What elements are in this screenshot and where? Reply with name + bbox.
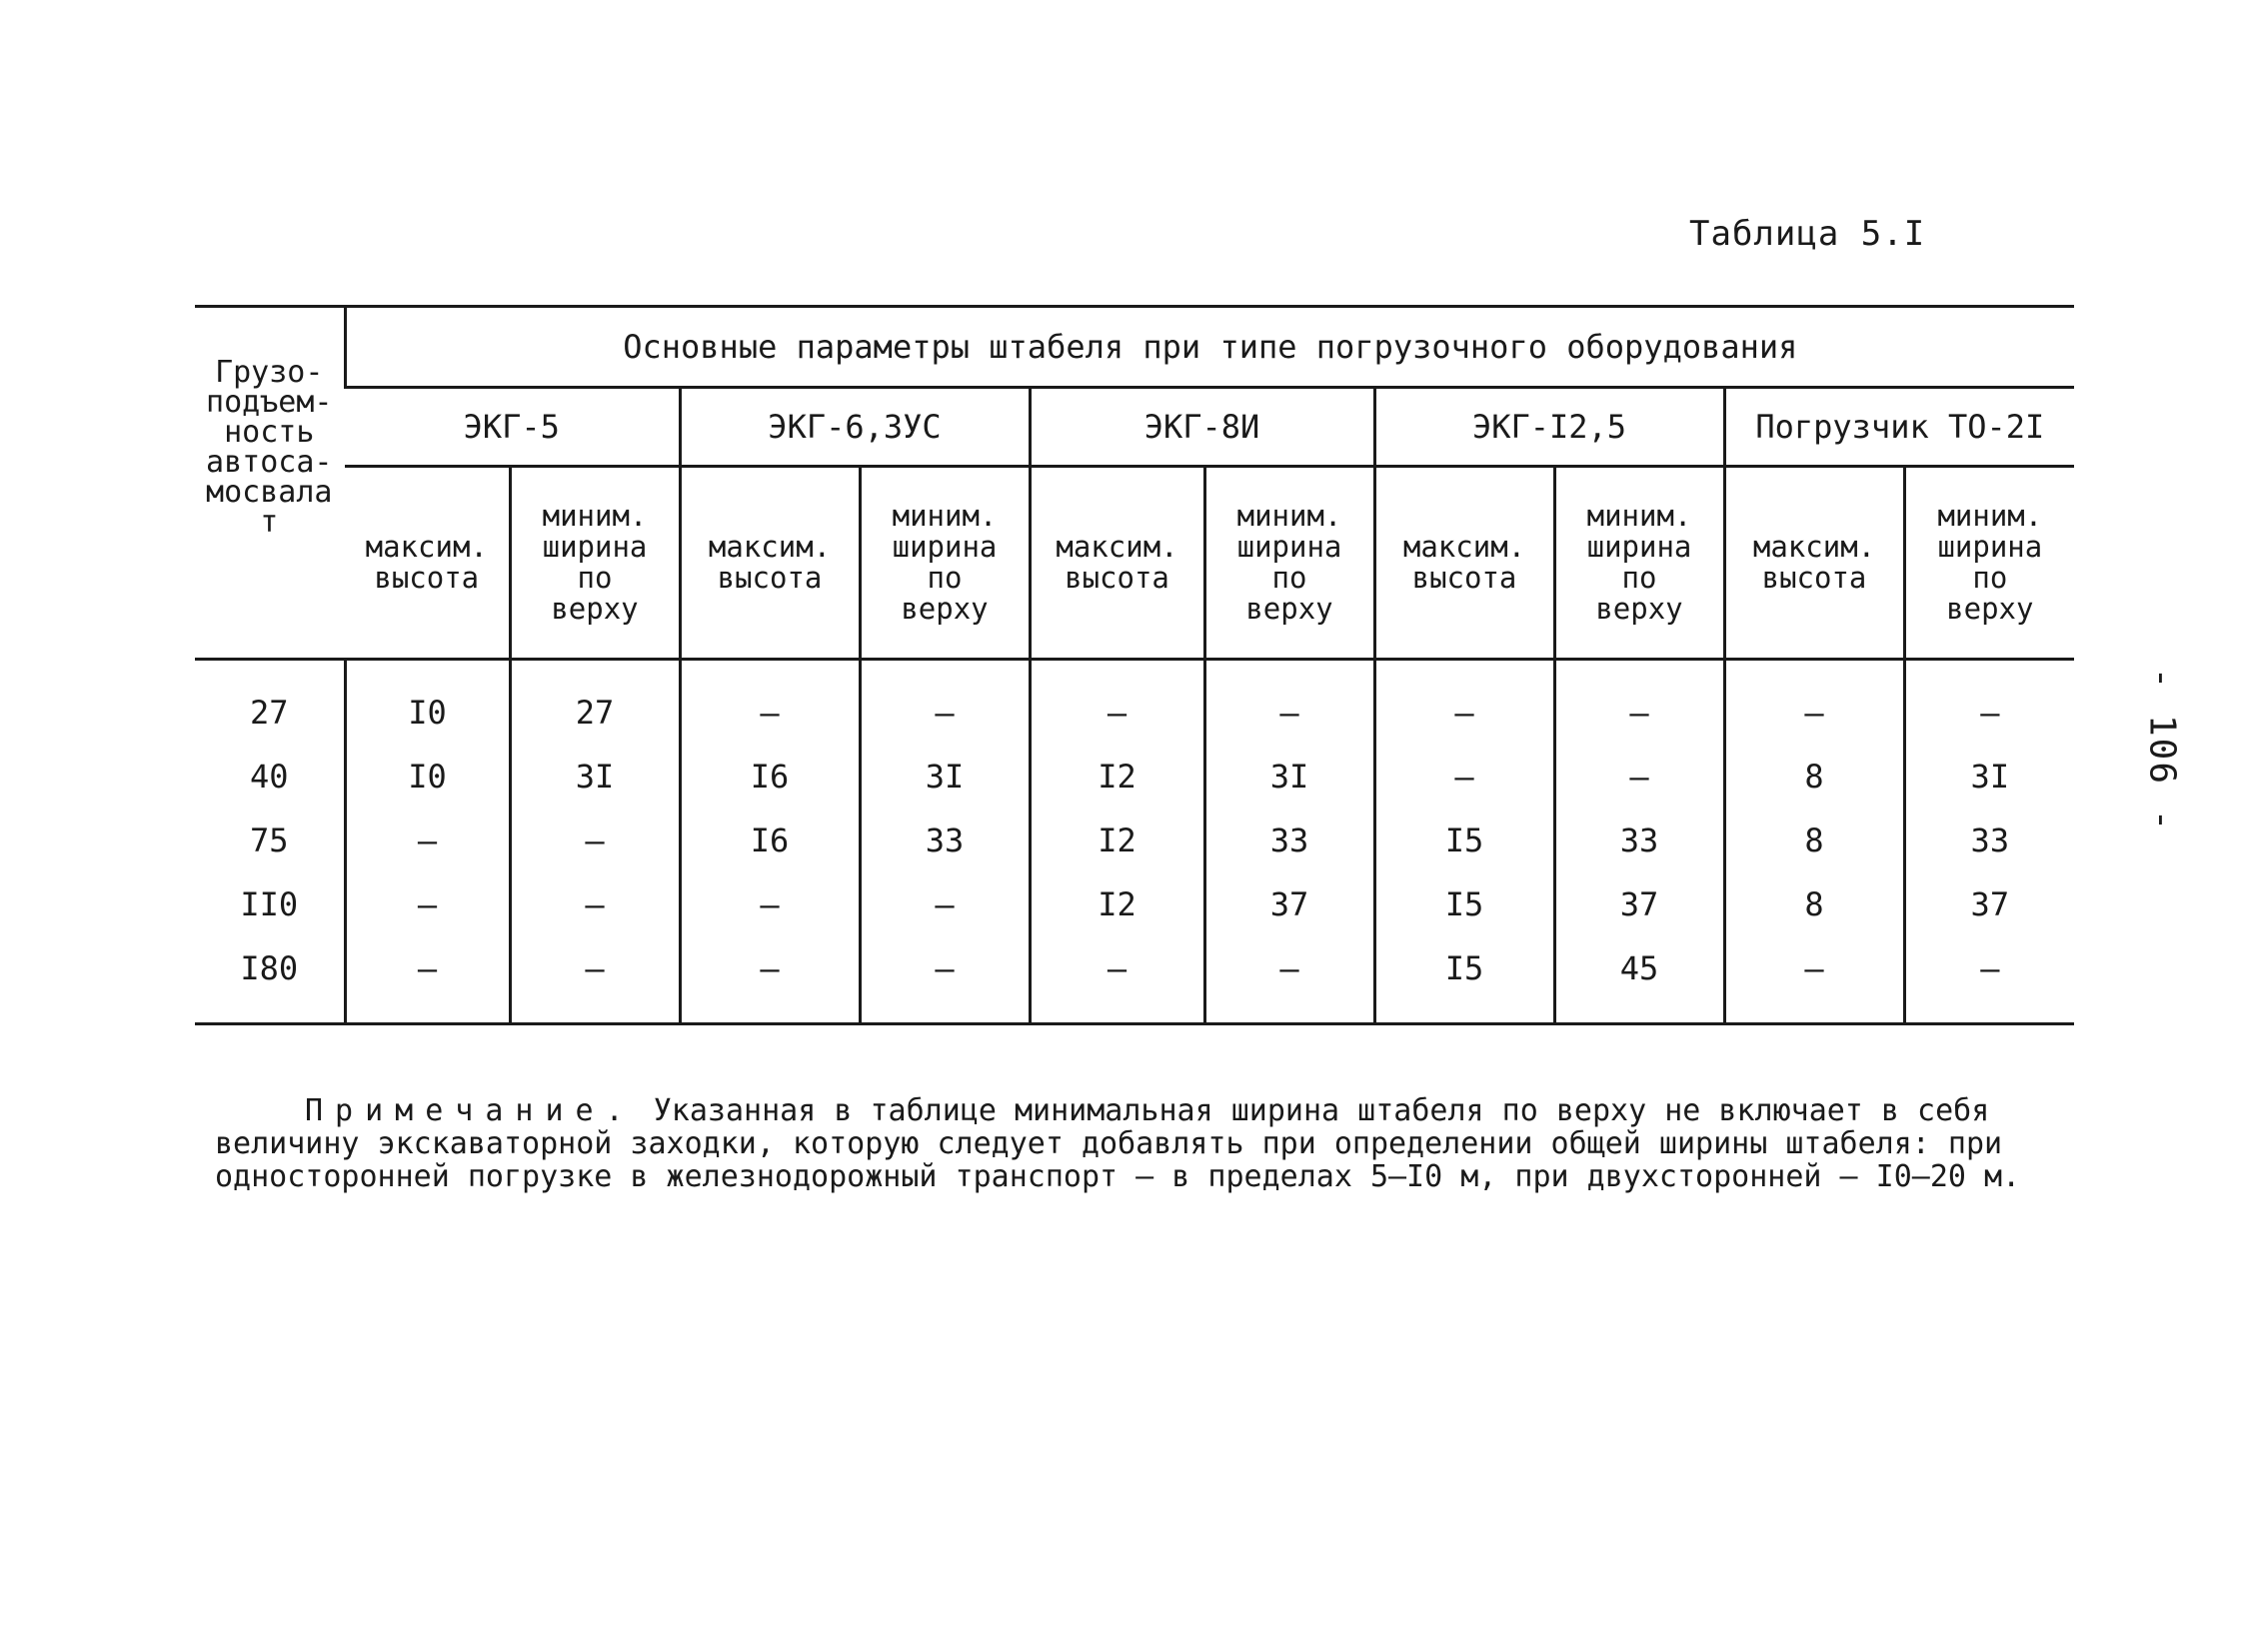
equipment-header-ekg-6-zus: ЭКГ-6,ЗУС: [680, 388, 1030, 467]
table-cell: –: [510, 936, 680, 1024]
table-cell: –: [1030, 660, 1204, 746]
table-row: [195, 745, 2074, 809]
table-cell: 8: [1724, 745, 1904, 809]
table-cell: –: [1374, 660, 1554, 746]
table-cell: –: [1724, 936, 1904, 1024]
table-header: [195, 307, 2074, 660]
table-cell: –: [860, 936, 1030, 1024]
table-cell: I2: [1030, 872, 1204, 936]
main-header: Основные параметры штабеля при типе погрузочного оборудования: [345, 307, 2074, 388]
table-cell: 27: [510, 660, 680, 746]
sub-header-line: высота: [1065, 561, 1169, 595]
table-cell: –: [510, 872, 680, 936]
sub-header-max-height: [1724, 467, 1904, 660]
capacity-header-line: мосвала: [206, 475, 333, 510]
page-number: - 106 -: [2141, 667, 2183, 833]
table-cell: I0: [345, 660, 510, 746]
table-cell: I0: [345, 745, 510, 809]
table-note: [215, 1094, 2034, 1193]
table-cell: 3I: [1904, 745, 2074, 809]
sub-header-line: верху: [1245, 592, 1333, 626]
table-cell: –: [1374, 745, 1554, 809]
capacity-cell: 40: [249, 758, 289, 796]
sub-header-max-height: [345, 467, 510, 660]
table-cell: –: [860, 872, 1030, 936]
equipment-header-ekg-8i: ЭКГ-8И: [1030, 388, 1374, 467]
table-cell: –: [680, 936, 860, 1024]
capacity-cell: II0: [240, 885, 299, 923]
table-cell: I5: [1374, 936, 1554, 1024]
sub-header-line: ширина: [1236, 530, 1342, 564]
note-text: Указанная в таблице минимальная ширина штабеля по верху не включает в себя величину экскаваторной заходки, которую следует добавлять при определении общей ширины штабеля: при односторонней погрузке в железнодорожный транспорт – в пределах 5–I0 м, при двухсторонней – I0–20 м.: [215, 1093, 2021, 1194]
table-row: [195, 936, 2074, 1024]
table-cell: –: [345, 872, 510, 936]
sub-header-max-height: [1030, 467, 1204, 660]
table-cell: –: [1554, 660, 1724, 746]
equipment-header-ekg-12-5: ЭКГ-I2,5: [1374, 388, 1724, 467]
table-cell: 33: [860, 809, 1030, 872]
sub-header-line: миним.: [542, 499, 648, 533]
sub-header-min-width: [860, 467, 1030, 660]
sub-header-line: миним.: [1586, 499, 1692, 533]
sub-header-line: по: [1621, 561, 1657, 595]
table-row: [195, 660, 2074, 746]
table-cell: 37: [1904, 872, 2074, 936]
table-cell: I2: [1030, 745, 1204, 809]
capacity-cell: 27: [249, 694, 289, 732]
sub-header-line: высота: [1411, 561, 1517, 595]
capacity-header-line: автоса-: [206, 445, 333, 480]
table-cell: –: [680, 872, 860, 936]
sub-header-line: ширина: [1937, 530, 2043, 564]
table-cell: 33: [1204, 809, 1374, 872]
sub-header-line: верху: [551, 592, 639, 626]
sub-header-line: верху: [901, 592, 989, 626]
table-cell: –: [1554, 745, 1724, 809]
capacity-cell: 75: [249, 822, 289, 859]
sub-header-line: высота: [1761, 561, 1867, 595]
equipment-header-ekg-5: ЭКГ-5: [345, 388, 680, 467]
table-cell: –: [1204, 936, 1374, 1024]
table-cell: I2: [1030, 809, 1204, 872]
sub-header-line: максим.: [1402, 530, 1526, 564]
sub-header-line: ширина: [892, 530, 998, 564]
table-cell: –: [345, 809, 510, 872]
sub-header-line: миним.: [892, 499, 998, 533]
table-cell: I5: [1374, 872, 1554, 936]
table-body: [195, 660, 2074, 1024]
table-cell: 33: [1904, 809, 2074, 872]
sub-header-line: по: [927, 561, 963, 595]
table-cell: 45: [1554, 936, 1724, 1024]
table-cell: I5: [1374, 809, 1554, 872]
table-cell: 8: [1724, 809, 1904, 872]
sub-header-line: высота: [717, 561, 823, 595]
capacity-header-line: т: [260, 505, 279, 540]
stack-parameters-table: [195, 305, 2074, 1025]
table-cell: 3I: [510, 745, 680, 809]
sub-header-line: верху: [1946, 592, 2034, 626]
table-cell: –: [1030, 936, 1204, 1024]
table-cell: 33: [1554, 809, 1724, 872]
sub-header-max-height: [1374, 467, 1554, 660]
table-cell: –: [1904, 660, 2074, 746]
table-cell: –: [510, 809, 680, 872]
sub-header-min-width: [1554, 467, 1724, 660]
table-cell: 8: [1724, 872, 1904, 936]
sub-header-line: миним.: [1937, 499, 2043, 533]
table-cell: I6: [680, 809, 860, 872]
table-cell: –: [1204, 660, 1374, 746]
sub-header-line: по: [577, 561, 613, 595]
table-cell: 3I: [1204, 745, 1374, 809]
table-cell: –: [345, 936, 510, 1024]
table-cell: –: [680, 660, 860, 746]
capacity-header-line: Грузо-: [215, 355, 324, 390]
sub-header-min-width: [510, 467, 680, 660]
equipment-header-loader-to-21: Погрузчик ТО-2I: [1724, 388, 2074, 467]
table-cell: 3I: [860, 745, 1030, 809]
table-caption: Таблица 5.I: [1689, 214, 1926, 254]
sub-header-line: по: [1972, 561, 2008, 595]
table-cell: –: [1904, 936, 2074, 1024]
sub-header-line: высота: [374, 561, 480, 595]
table-row: [195, 872, 2074, 936]
sub-header-line: ширина: [1586, 530, 1692, 564]
table-cell: 37: [1204, 872, 1374, 936]
sub-header-min-width: [1904, 467, 2074, 660]
table-cell: –: [1724, 660, 1904, 746]
note-label: Примечание.: [305, 1093, 636, 1128]
sub-header-line: ширина: [542, 530, 648, 564]
sub-header-line: верху: [1595, 592, 1683, 626]
table-cell: 37: [1554, 872, 1724, 936]
sub-header-line: максим.: [708, 530, 832, 564]
table-cell: I6: [680, 745, 860, 809]
sub-header-min-width: [1204, 467, 1374, 660]
sub-header-line: миним.: [1236, 499, 1342, 533]
sub-header-max-height: [680, 467, 860, 660]
table-cell: –: [860, 660, 1030, 746]
capacity-header: [195, 307, 345, 660]
sub-header-line: по: [1271, 561, 1307, 595]
table-row: [195, 809, 2074, 872]
sub-header-line: максим.: [365, 530, 488, 564]
capacity-cell: I80: [195, 936, 345, 1024]
sub-header-line: максим.: [1752, 530, 1876, 564]
capacity-header-line: ность: [224, 415, 315, 450]
sub-header-line: максим.: [1056, 530, 1178, 564]
capacity-header-line: подъем-: [206, 385, 333, 420]
